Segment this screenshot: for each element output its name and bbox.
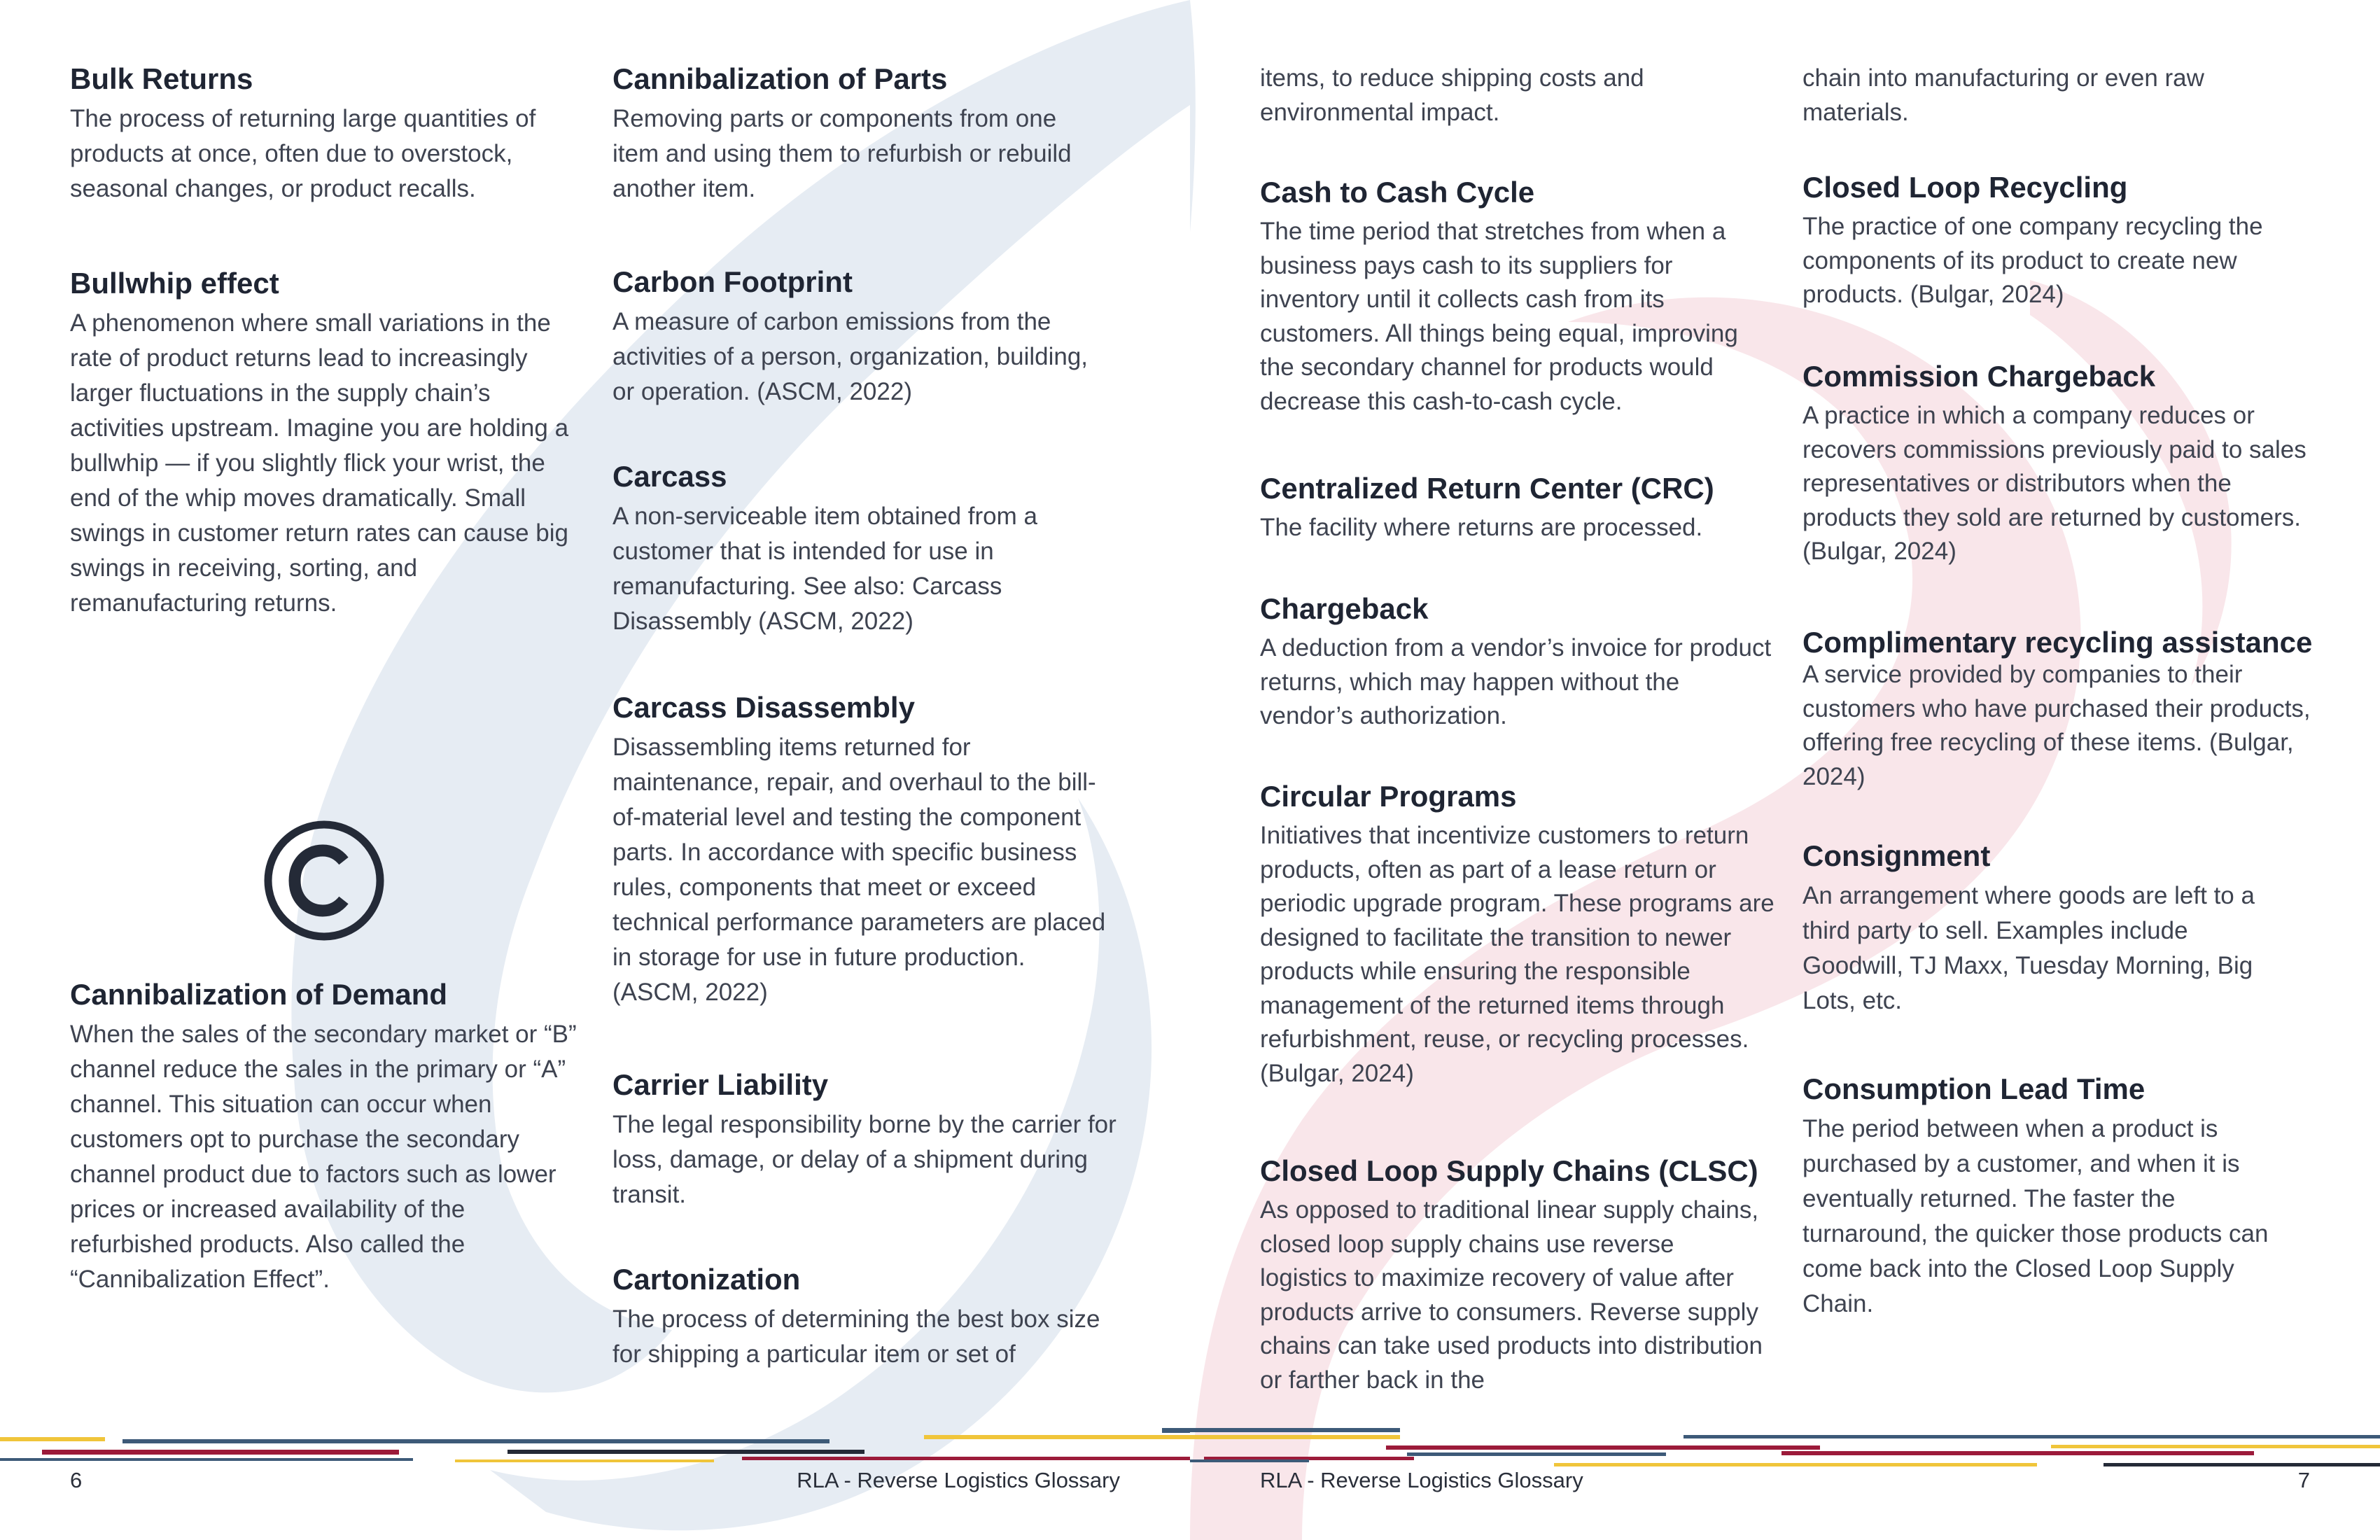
glossary-entry: [1802, 623, 2317, 794]
glossary-definition: When the sales of the secondary market or “B” channel reduce the sales in the primary or “A” channel. This situation can occur when customers opt to purchase the secondary channel product due to factors such as lower prices or increased availability of the refurbished products. Also called the “Cannibalization Effect”.: [70, 1021, 577, 1293]
glossary-definition: A phenomenon where small variations in the rate of product returns lead to increasingly larger fluctuations in the supply chain’s activities upstream. Imagine you are holding a bullwhip — if you slightly flick your wrist, the end of the whip moves dramatically. Small swings in customer return rates can cause big swings in receiving, sorting, and remanufacturing returns.: [70, 309, 569, 617]
glossary-entry: [612, 688, 1116, 1010]
glossary-definition: The period between when a product is purchased by a customer, and when it is eventually returned. The faster the turnaround, the quicker those products can come back into the Closed Loop Supply Chain.: [1802, 1115, 2269, 1317]
glossary-definition: Removing parts or components from one item and using them to refurbish or rebuild another item.: [612, 105, 1072, 202]
footer-stripes: [1190, 1424, 2380, 1466]
glossary-definition: A measure of carbon emissions from the activities of a person, organization, building, or operation. (ASCM, 2022): [612, 308, 1088, 405]
glossary-definition: Initiatives that incentivize customers to return products, often as part of a lease return or periodic upgrade program. These programs are designed to facilitate the transition to newer products while ensuring the responsible management of the returned items through refurbishment, reuse, or recycling processes. (Bulgar, 2024): [1260, 822, 1774, 1087]
footer-title: RLA - Reverse Logistics Glossary: [797, 1468, 1120, 1492]
glossary-term: Consumption Lead Time: [1802, 1072, 2146, 1105]
glossary-entry: [70, 264, 581, 621]
footer-stripes: [0, 1424, 1190, 1466]
glossary-entry: [1802, 1070, 2317, 1322]
glossary-entry: [1802, 836, 2317, 1018]
glossary-entry: [1260, 173, 1778, 419]
glossary-entry: [70, 975, 581, 1297]
glossary-definition: As opposed to traditional linear supply chains, closed loop supply chains use reverse logistics to maximize recovery of value after products arrive to consumers. Reverse supply chains can take used products into distribution or farther back in the: [1260, 1196, 1763, 1394]
glossary-definition: The process of returning large quantities of products at once, often due to overstock, seasonal changes, or product recalls.: [70, 105, 536, 202]
glossary-term: Carcass: [612, 460, 727, 493]
glossary-continuation: items, to reduce shipping costs and environmental impact.: [1260, 64, 1644, 126]
glossary-definition: Disassembling items returned for maintenance, repair, and overhaul to the bill-of-material level and testing the component parts. In accordance with specific business rules, components that meet or exceed technical performance parameters are placed in storage for use in future production. (ASCM, 2022): [612, 734, 1106, 1006]
glossary-term: Commission Chargeback: [1802, 360, 2156, 393]
page-number: 7: [2297, 1468, 2310, 1492]
glossary-entry: [1260, 777, 1778, 1091]
glossary-entry: [1260, 1152, 1778, 1397]
glossary-definition: A service provided by companies to their customers who have purchased their products, offering free recycling of these items. (Bulgar, 2024): [1802, 661, 2311, 790]
footer-title: RLA - Reverse Logistics Glossary: [1260, 1468, 1583, 1492]
glossary-definition: The process of determining the best box size for shipping a particular item or set of: [612, 1306, 1100, 1368]
glossary-entry: [612, 1260, 1116, 1372]
glossary-term: Carcass Disassembly: [612, 691, 915, 724]
glossary-entry: [1802, 168, 2317, 312]
glossary-entry: [612, 262, 1116, 410]
glossary-definition: An arrangement where goods are left to a third party to sell. Examples include Goodwill, TJ Maxx, Tuesday Morning, Big Lots, etc.: [1802, 882, 2255, 1014]
glossary-definition: A deduction from a vendor’s invoice for product returns, which may happen without the vendor’s authorization.: [1260, 634, 1772, 729]
glossary-term: Chargeback: [1260, 592, 1429, 625]
glossary-term: Centralized Return Center (CRC): [1260, 472, 1714, 505]
copyright-icon: [261, 818, 387, 944]
glossary-term: Complimentary recycling assistance: [1802, 626, 2313, 659]
glossary-entry: [1260, 589, 1778, 734]
glossary-definition: The time period that stretches from when a business pays cash to its suppliers for inventory until it collects cash from its customers. All things being equal, improving the secondary channel for products would decrease this cash-to-cash cycle.: [1260, 218, 1738, 415]
glossary-term: Closed Loop Recycling: [1802, 171, 2128, 204]
glossary-term: Closed Loop Supply Chains (CLSC): [1260, 1154, 1758, 1187]
glossary-term: Circular Programs: [1260, 780, 1517, 813]
glossary-term: Bullwhip effect: [70, 267, 279, 300]
glossary-definition: The facility where returns are processed.: [1260, 514, 1703, 541]
glossary-entry: [1802, 357, 2317, 569]
glossary-definition: A practice in which a company reduces or recovers commissions previously paid to sales representatives or distributors when the products they sold are returned by customers. (Bulgar, 2024): [1802, 402, 2306, 565]
glossary-definition: The legal responsibility borne by the carrier for loss, damage, or delay of a shipment during transit.: [612, 1111, 1116, 1208]
glossary-term: Cannibalization of Demand: [70, 978, 448, 1011]
glossary-term: Carbon Footprint: [612, 265, 853, 298]
glossary-term: Consignment: [1802, 839, 1991, 872]
page-number: 6: [70, 1468, 83, 1492]
glossary-entry: [1260, 469, 1778, 545]
glossary-entry: [612, 59, 1116, 206]
glossary-term: Cartonization: [612, 1263, 801, 1296]
glossary-term: Cash to Cash Cycle: [1260, 176, 1535, 209]
glossary-definition: The practice of one company recycling the components of its product to create new products. (Bulgar, 2024): [1802, 213, 2263, 308]
glossary-term: Cannibalization of Parts: [612, 62, 948, 95]
glossary-definition: A non-serviceable item obtained from a customer that is intended for use in remanufacturing. See also: Carcass Disassembly (ASCM, 2022): [612, 503, 1037, 635]
glossary-entry: [70, 59, 581, 206]
glossary-term: Carrier Liability: [612, 1068, 829, 1101]
glossary-entry: [612, 1065, 1116, 1212]
glossary-continuation: chain into manufacturing or even raw materials.: [1802, 64, 2204, 126]
right-page: [1190, 0, 2380, 1540]
glossary-entry: [612, 457, 1116, 639]
glossary-term: Bulk Returns: [70, 62, 253, 95]
